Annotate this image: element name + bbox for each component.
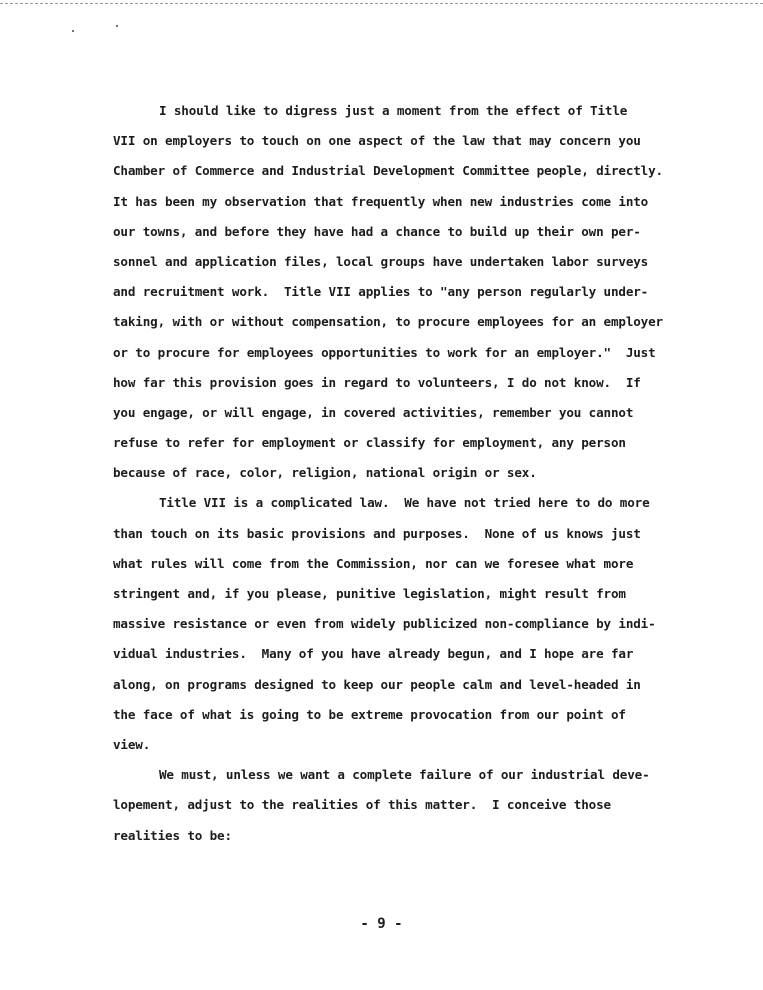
text-line: vidual industries. Many of you have already begun, and I hope are far	[113, 646, 634, 662]
text-line: and recruitment work. Title VII applies to "any person regularly under-	[113, 284, 649, 300]
text-line: It has been my observation that frequently when new industries come into	[113, 193, 649, 209]
text-line: how far this provision goes in regard to volunteers, I do not know. If	[113, 374, 641, 390]
text-line: VII on employers to touch on one aspect of the law that may concern you	[113, 133, 641, 149]
text-line: lopement, adjust to the realities of this matter. I conceive those	[113, 797, 611, 813]
text-line: sonnel and application files, local groups have undertaken labor surveys	[113, 253, 649, 269]
text-line: or to procure for employees opportunities to work for an employer." Just	[113, 344, 656, 360]
text-line: Chamber of Commerce and Industrial Development Committee people, directly.	[113, 163, 663, 179]
text-line: along, on programs designed to keep our people calm and level-headed in	[113, 676, 641, 692]
text-line: what rules will come from the Commission, nor can we foresee what more	[113, 555, 634, 571]
text-line: our towns, and before they have had a chance to build up their own per-	[113, 223, 641, 239]
text-line: you engage, or will engage, in covered activities, remember you cannot	[113, 404, 634, 420]
document-body	[113, 101, 678, 856]
text-line: stringent and, if you please, punitive legislation, might result from	[113, 586, 626, 601]
stray-mark-left	[72, 30, 74, 32]
text-line: because of race, color, religion, national origin or sex.	[113, 465, 537, 481]
text-line: the face of what is going to be extreme provocation from our point of	[113, 706, 626, 722]
text-line: than touch on its basic provisions and purposes. None of us knows just	[113, 525, 641, 541]
page-top-edge	[0, 3, 763, 4]
text-line: realities to be:	[113, 827, 232, 843]
text-line: massive resistance or even from widely publicized non-compliance by indi-	[113, 616, 656, 632]
stray-mark-right	[116, 25, 118, 27]
page-number: - 9 -	[360, 916, 403, 932]
text-line: Title VII is a complicated law. We have not tried here to do more	[159, 495, 650, 511]
text-line: taking, with or without compensation, to procure employees for an employer	[113, 314, 663, 330]
text-line: I should like to digress just a moment from the effect of Title	[159, 103, 628, 118]
text-line: We must, unless we want a complete failure of our industrial deve-	[159, 767, 650, 783]
text-line: refuse to refer for employment or classify for employment, any person	[113, 435, 626, 451]
text-line: view.	[113, 736, 151, 752]
